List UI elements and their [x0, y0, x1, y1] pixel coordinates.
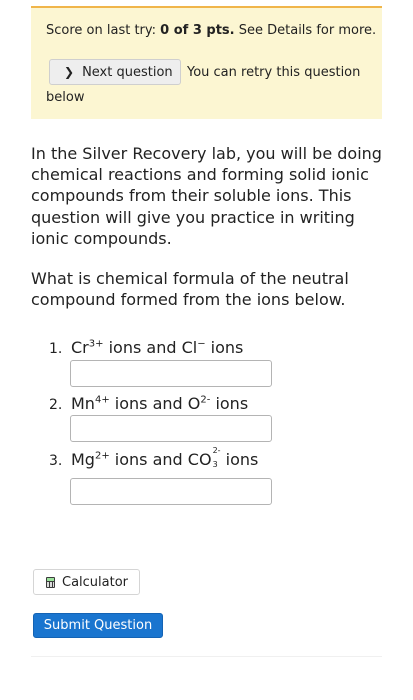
divider	[31, 656, 382, 657]
ion-subscript: 3	[212, 460, 218, 469]
ion-charge: 2-	[212, 446, 221, 455]
ion-connector: ions and	[103, 338, 182, 357]
question-intro: In the Silver Recovery lab, you will be doing chemical reactions and forming solid ionic compounds from their soluble ions. This question will give you practice in writing ionic compounds.	[31, 144, 382, 248]
ion-charge: 4+	[94, 394, 110, 406]
ion-charge: 2+	[94, 450, 110, 462]
ion-anion: Cl	[181, 338, 198, 357]
ion-suffix: ions	[210, 394, 249, 413]
question-item-1	[49, 338, 243, 357]
ion-charge: 3+	[88, 338, 104, 350]
score-notice	[31, 6, 382, 119]
next-question-label: Next question	[82, 64, 173, 80]
question-number: 2.	[49, 397, 63, 413]
ion-cation: Cr	[71, 338, 89, 357]
score-value: 0 of 3 pts.	[160, 23, 235, 38]
question-prompt: What is chemical formula of the neutral compound formed from the ions below.	[31, 269, 349, 310]
question-number: 3.	[49, 453, 63, 469]
submit-question-button[interactable]: Submit Question	[33, 613, 163, 638]
answer-input-3[interactable]	[70, 478, 272, 505]
ion-suffix: ions	[205, 338, 244, 357]
score-prefix: Score on last try:	[46, 23, 161, 38]
next-question-button[interactable]	[49, 59, 181, 85]
question-item-2	[49, 394, 248, 413]
ion-charge-subscript-stack	[212, 446, 221, 469]
ion-charge: −	[197, 338, 206, 350]
ion-anion: CO	[187, 450, 212, 469]
chevron-right-icon: ❯	[64, 65, 75, 79]
calculator-label: Calculator	[62, 574, 129, 590]
calculator-button[interactable]	[33, 569, 140, 595]
ion-anion: O	[187, 394, 201, 413]
calculator-icon	[46, 577, 55, 588]
answer-input-1[interactable]	[70, 360, 272, 387]
ion-suffix: ions	[220, 450, 259, 469]
question-number: 1.	[49, 341, 63, 357]
ion-cation: Mg	[71, 450, 95, 469]
question-item-3	[49, 446, 259, 469]
score-suffix: See Details for more.	[234, 23, 377, 38]
ion-connector: ions and	[109, 450, 188, 469]
retry-text-continued: below	[46, 90, 85, 105]
score-line	[46, 23, 376, 38]
ion-charge: 2-	[200, 394, 211, 406]
ion-cation: Mn	[71, 394, 95, 413]
answer-input-2[interactable]	[70, 415, 272, 442]
ion-connector: ions and	[109, 394, 188, 413]
retry-text: You can retry this question	[187, 65, 361, 80]
